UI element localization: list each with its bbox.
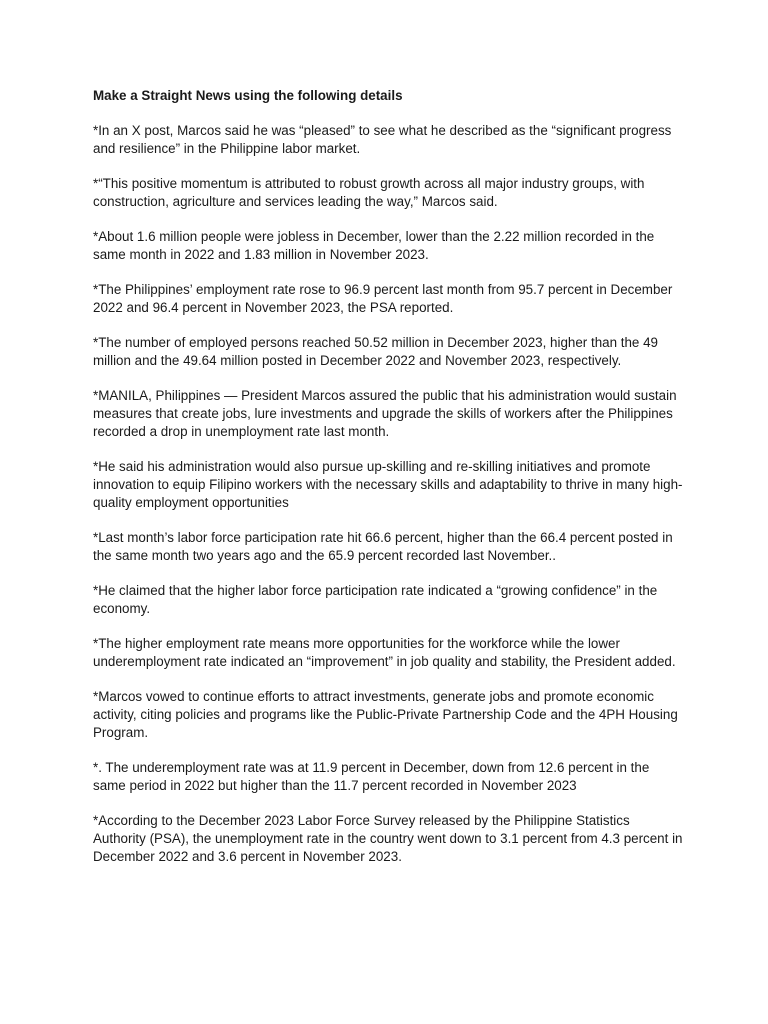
paragraph: *In an X post, Marcos said he was “pleased” to see what he described as the “significant progress and resilience” in the Philippine labor market.: [93, 123, 672, 156]
paragraph: *MANILA, Philippines — President Marcos assured the public that his administration would sustain measures that create jobs, lure investments and upgrade the skills of workers after the Philippines recorded a drop in unemployment rate last month.: [93, 388, 677, 439]
paragraph: *About 1.6 million people were jobless in December, lower than the 2.22 million recorded in the same month in 2022 and 1.83 million in November 2023.: [93, 229, 655, 262]
document-title: Make a Straight News using the following details: [93, 88, 403, 103]
paragraph: *According to the December 2023 Labor Force Survey released by the Philippine Statistics Authority (PSA), the unemployment rate in the country went down to 3.1 percent from 4.3 percent in December 2022 and 3.6 percent in November 2023.: [93, 813, 683, 864]
paragraph: *He said his administration would also pursue up-skilling and re-skilling initiatives and promote innovation to equip Filipino workers with the necessary skills and adaptability to thrive in many high-quality employment opportunities: [93, 459, 683, 510]
paragraph: *“This positive momentum is attributed to robust growth across all major industry groups, with construction, agriculture and services leading the way,” Marcos said.: [93, 176, 645, 209]
paragraph: *The Philippines’ employment rate rose to 96.9 percent last month from 95.7 percent in December 2022 and 96.4 percent in November 2023, the PSA reported.: [93, 282, 673, 315]
paragraph: *Marcos vowed to continue efforts to attract investments, generate jobs and promote economic activity, citing policies and programs like the Public-Private Partnership Code and the 4PH Housing Program.: [93, 689, 678, 740]
paragraph: *Last month’s labor force participation rate hit 66.6 percent, higher than the 66.4 percent posted in the same month two years ago and the 65.9 percent recorded last November..: [93, 530, 673, 563]
document-body: [93, 87, 683, 883]
paragraph: *The higher employment rate means more opportunities for the workforce while the lower underemployment rate indicated an “improvement” in job quality and stability, the President added.: [93, 636, 676, 669]
paragraph: *He claimed that the higher labor force participation rate indicated a “growing confidence” in the economy.: [93, 583, 658, 616]
paragraph: *The number of employed persons reached 50.52 million in December 2023, higher than the 49 million and the 49.64 million posted in December 2022 and November 2023, respectively.: [93, 335, 658, 368]
paragraph: *. The underemployment rate was at 11.9 percent in December, down from 12.6 percent in the same period in 2022 but higher than the 11.7 percent recorded in November 2023: [93, 760, 650, 793]
